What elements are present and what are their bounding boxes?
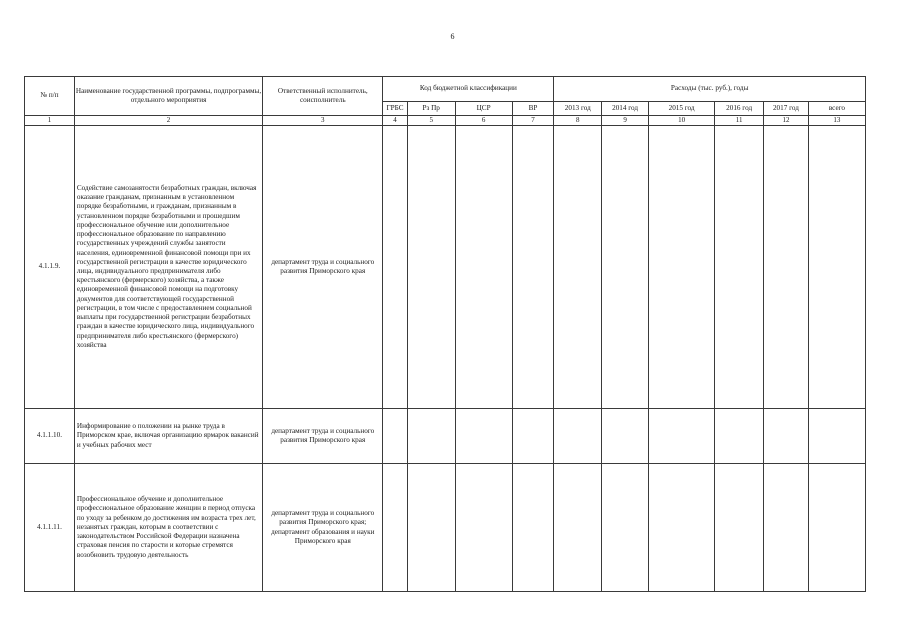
empty-cell <box>715 409 764 464</box>
header-year-2016: 2016 год <box>715 102 764 116</box>
row-name: Содействие самозанятости безработных граждан, включая оказание гражданам, признанным в установленном порядке безработными, и гражданам, признанным в установленном порядке безработными и прошедшим профессиональное обучение или дополнительное профессиональное образование по направлению государственных учреждений службы занятости населения, единовременной финансовой помощи при их государственной регистрации в качестве юридического лица, индивидуального предпринимателя либо крестьянского (фермерского) хозяйства, а также единовременной финансовой помощи на подготовку документов для соответствующей государственной регистрации, в том числе с предоставлением социальной выплаты при государственной регистрации безработных граждан в качестве юридического лица, индивидуального предпринимателя либо крестьянского (фермерского) хозяйства <box>74 126 262 409</box>
column-number: 2 <box>74 116 262 126</box>
row-responsible: департамент труда и социального развития Приморского края; департамент образования и науки Приморского края <box>263 464 383 592</box>
row-number: 4.1.1.9. <box>25 126 75 409</box>
header-row-top <box>25 77 866 102</box>
program-table <box>24 76 866 592</box>
table-row <box>25 409 866 464</box>
header-budget-code: Код бюджетной классификации <box>383 77 554 102</box>
header-expenses: Расходы (тыс. руб.), годы <box>554 77 866 102</box>
header-rzpr: Рз Пр <box>407 102 455 116</box>
empty-cell <box>764 409 809 464</box>
empty-cell <box>383 464 407 592</box>
empty-cell <box>512 409 554 464</box>
header-num: № п/п <box>25 77 75 116</box>
header-vr: ВР <box>512 102 554 116</box>
column-number: 10 <box>649 116 715 126</box>
column-number: 6 <box>455 116 512 126</box>
empty-cell <box>554 126 602 409</box>
header-year-2013: 2013 год <box>554 102 602 116</box>
empty-cell <box>649 409 715 464</box>
empty-cell <box>554 464 602 592</box>
row-number: 4.1.1.11. <box>25 464 75 592</box>
empty-cell <box>808 126 865 409</box>
header-total: всего <box>808 102 865 116</box>
empty-cell <box>512 126 554 409</box>
empty-cell <box>764 464 809 592</box>
empty-cell <box>602 409 649 464</box>
column-number: 3 <box>263 116 383 126</box>
empty-cell <box>455 464 512 592</box>
row-name: Профессиональное обучение и дополнительное профессиональное образование женщин в период отпуска по уходу за ребенком до достижения им возраста трех лет, незанятых граждан, которым в соответствии с законодательством Российской Федерации назначена страховая пенсия по старости и которые стремятся возобновить трудовую деятельность <box>74 464 262 592</box>
table-row <box>25 126 866 409</box>
row-number: 4.1.1.10. <box>25 409 75 464</box>
column-number: 1 <box>25 116 75 126</box>
empty-cell <box>455 409 512 464</box>
header-grbs: ГРБС <box>383 102 407 116</box>
empty-cell <box>455 126 512 409</box>
row-responsible: департамент труда и социального развития Приморского края <box>263 126 383 409</box>
header-year-2014: 2014 год <box>602 102 649 116</box>
header-year-2015: 2015 год <box>649 102 715 116</box>
empty-cell <box>715 126 764 409</box>
empty-cell <box>383 126 407 409</box>
column-number: 5 <box>407 116 455 126</box>
empty-cell <box>808 464 865 592</box>
empty-cell <box>649 464 715 592</box>
column-number-row <box>25 116 866 126</box>
empty-cell <box>715 464 764 592</box>
column-number: 9 <box>602 116 649 126</box>
header-year-2017: 2017 год <box>764 102 809 116</box>
empty-cell <box>649 126 715 409</box>
empty-cell <box>383 409 407 464</box>
column-number: 13 <box>808 116 865 126</box>
empty-cell <box>512 464 554 592</box>
column-number: 12 <box>764 116 809 126</box>
column-number: 8 <box>554 116 602 126</box>
header-name: Наименование государственной программы, подпрограммы, отдельного мероприятия <box>74 77 262 116</box>
column-number: 7 <box>512 116 554 126</box>
table-row <box>25 464 866 592</box>
empty-cell <box>602 126 649 409</box>
empty-cell <box>764 126 809 409</box>
column-number: 4 <box>383 116 407 126</box>
empty-cell <box>808 409 865 464</box>
row-responsible: департамент труда и социального развития Приморского края <box>263 409 383 464</box>
page-number: 6 <box>450 32 455 41</box>
column-number: 11 <box>715 116 764 126</box>
empty-cell <box>407 126 455 409</box>
empty-cell <box>554 409 602 464</box>
empty-cell <box>407 464 455 592</box>
empty-cell <box>602 464 649 592</box>
header-csr: ЦСР <box>455 102 512 116</box>
header-responsible: Ответственный исполнитель, соисполнитель <box>263 77 383 116</box>
row-name: Информирование о положении на рынке труда в Приморском крае, включая организацию ярмарок вакансий и учебных рабочих мест <box>74 409 262 464</box>
empty-cell <box>407 409 455 464</box>
